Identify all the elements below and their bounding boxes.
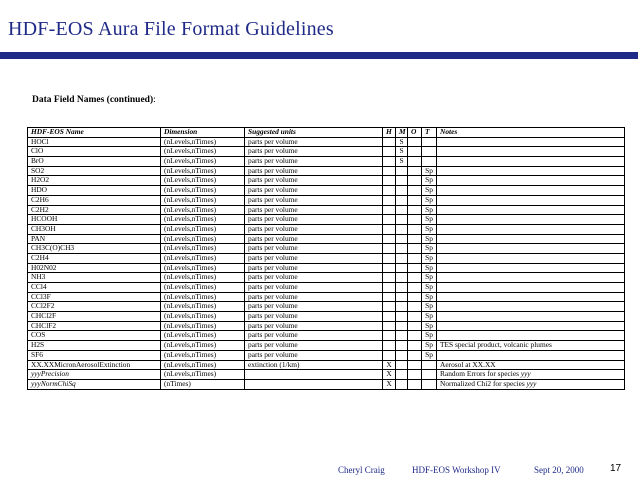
cell-o: [408, 273, 422, 283]
cell-h: [383, 166, 396, 176]
cell-units: [245, 370, 383, 380]
cell-notes: [437, 331, 625, 341]
cell-notes: [437, 195, 625, 205]
cell-o: [408, 379, 422, 389]
cell-units: parts per volume: [245, 215, 383, 225]
table-row: [28, 331, 625, 341]
footer-author: Cheryl Craig: [338, 465, 385, 475]
cell-dimension: (nLevels,nTimes): [161, 234, 245, 244]
species-placeholder: yyy: [526, 379, 537, 388]
table-row: [28, 137, 625, 147]
cell-m: [396, 176, 408, 186]
cell-name: CH3OH: [28, 224, 161, 234]
cell-dimension: (nLevels,nTimes): [161, 312, 245, 322]
cell-h: X: [383, 379, 396, 389]
cell-h: [383, 312, 396, 322]
cell-o: [408, 166, 422, 176]
cell-h: [383, 157, 396, 167]
cell-name: C2H2: [28, 205, 161, 215]
cell-name: PAN: [28, 234, 161, 244]
table-body: [28, 137, 625, 389]
cell-o: [408, 302, 422, 312]
cell-t: Sp: [422, 195, 437, 205]
cell-dimension: (nLevels,nTimes): [161, 137, 245, 147]
cell-o: [408, 147, 422, 157]
cell-m: [396, 360, 408, 370]
cell-notes: [437, 215, 625, 225]
table-row: [28, 321, 625, 331]
cell-h: [383, 137, 396, 147]
cell-t: Sp: [422, 176, 437, 186]
cell-o: [408, 283, 422, 293]
cell-o: [408, 263, 422, 273]
cell-h: [383, 321, 396, 331]
cell-dimension: (nLevels,nTimes): [161, 321, 245, 331]
page-title: HDF-EOS Aura File Format Guidelines: [8, 18, 334, 40]
cell-dimension: (nTimes): [161, 379, 245, 389]
cell-h: [383, 224, 396, 234]
cell-name: C2H4: [28, 253, 161, 263]
cell-m: S: [396, 137, 408, 147]
cell-h: [383, 195, 396, 205]
cell-t: [422, 137, 437, 147]
table-row: [28, 370, 625, 380]
cell-name: CHCl2F: [28, 312, 161, 322]
cell-name: XX.XXMicronAerosolExtinction: [28, 360, 161, 370]
cell-h: [383, 234, 396, 244]
cell-dimension: (nLevels,nTimes): [161, 205, 245, 215]
cell-notes: [437, 292, 625, 302]
cell-t: Sp: [422, 283, 437, 293]
cell-m: [396, 273, 408, 283]
cell-units: parts per volume: [245, 186, 383, 196]
cell-t: Sp: [422, 215, 437, 225]
cell-name: H02N02: [28, 263, 161, 273]
cell-notes: [437, 147, 625, 157]
cell-notes: [437, 302, 625, 312]
cell-h: [383, 147, 396, 157]
cell-name: H2O2: [28, 176, 161, 186]
header-units: Suggested units: [245, 128, 383, 138]
page-number: 17: [610, 463, 622, 474]
cell-units: parts per volume: [245, 234, 383, 244]
cell-name: C2H6: [28, 195, 161, 205]
table-row: [28, 350, 625, 360]
cell-m: [396, 205, 408, 215]
cell-dimension: (nLevels,nTimes): [161, 157, 245, 167]
species-placeholder: yyy: [520, 369, 531, 379]
cell-m: [396, 321, 408, 331]
cell-h: [383, 331, 396, 341]
cell-t: Sp: [422, 350, 437, 360]
header-m: M: [396, 128, 408, 138]
cell-units: [245, 379, 383, 389]
cell-name: CH3C(O)CH3: [28, 244, 161, 254]
table-row: [28, 263, 625, 273]
table-row: [28, 176, 625, 186]
cell-h: [383, 273, 396, 283]
cell-h: [383, 263, 396, 273]
cell-m: [396, 195, 408, 205]
cell-dimension: (nLevels,nTimes): [161, 186, 245, 196]
footer-event: HDF-EOS Workshop IV: [412, 465, 501, 475]
cell-t: [422, 379, 437, 389]
cell-o: [408, 176, 422, 186]
cell-name: HCOOH: [28, 215, 161, 225]
cell-t: Sp: [422, 205, 437, 215]
cell-name: SO2: [28, 166, 161, 176]
cell-dimension: (nLevels,nTimes): [161, 302, 245, 312]
footer-date: Sept 20, 2000: [534, 465, 584, 475]
cell-t: Sp: [422, 312, 437, 322]
cell-o: [408, 360, 422, 370]
cell-units: parts per volume: [245, 244, 383, 254]
cell-units: parts per volume: [245, 331, 383, 341]
cell-dimension: (nLevels,nTimes): [161, 331, 245, 341]
cell-o: [408, 244, 422, 254]
cell-h: [383, 215, 396, 225]
cell-h: X: [383, 360, 396, 370]
cell-notes: Random Errors for species yyy: [437, 370, 625, 380]
cell-m: [396, 234, 408, 244]
table-row: [28, 341, 625, 351]
table-row: [28, 234, 625, 244]
cell-t: Sp: [422, 224, 437, 234]
cell-o: [408, 186, 422, 196]
title-divider: [0, 52, 638, 59]
cell-t: Sp: [422, 321, 437, 331]
cell-t: [422, 157, 437, 167]
cell-o: [408, 350, 422, 360]
cell-o: [408, 292, 422, 302]
table-row: [28, 215, 625, 225]
table-row: [28, 195, 625, 205]
cell-m: [396, 224, 408, 234]
cell-notes: [437, 273, 625, 283]
cell-o: [408, 157, 422, 167]
subtitle-colon: :: [153, 95, 156, 105]
cell-units: parts per volume: [245, 312, 383, 322]
cell-m: [396, 244, 408, 254]
cell-h: [383, 292, 396, 302]
header-dimension: Dimension: [161, 128, 245, 138]
cell-h: [383, 253, 396, 263]
cell-o: [408, 331, 422, 341]
header-notes: Notes: [437, 128, 625, 138]
table-row: [28, 244, 625, 254]
cell-name: yyyPrecision: [28, 370, 161, 380]
cell-units: parts per volume: [245, 176, 383, 186]
cell-notes: [437, 166, 625, 176]
cell-name: yyyNormChiSq: [28, 379, 161, 389]
table-row: [28, 379, 625, 389]
cell-notes: [437, 350, 625, 360]
table-row: [28, 147, 625, 157]
cell-units: parts per volume: [245, 137, 383, 147]
cell-name: COS: [28, 331, 161, 341]
cell-units: parts per volume: [245, 263, 383, 273]
cell-dimension: (nLevels,nTimes): [161, 283, 245, 293]
cell-units: parts per volume: [245, 321, 383, 331]
cell-notes: [437, 224, 625, 234]
table-row: [28, 273, 625, 283]
cell-units: parts per volume: [245, 166, 383, 176]
cell-m: [396, 283, 408, 293]
cell-t: [422, 147, 437, 157]
cell-m: [396, 350, 408, 360]
cell-t: Sp: [422, 234, 437, 244]
cell-m: [396, 331, 408, 341]
header-h: H: [383, 128, 396, 138]
cell-h: [383, 176, 396, 186]
cell-dimension: (nLevels,nTimes): [161, 360, 245, 370]
cell-o: [408, 215, 422, 225]
cell-notes: TES special product, volcanic plumes: [437, 341, 625, 351]
cell-name: CCl4: [28, 283, 161, 293]
cell-notes: Aerosol at XX.XX: [437, 360, 625, 370]
cell-t: Sp: [422, 253, 437, 263]
header-t: T: [422, 128, 437, 138]
table-row: [28, 302, 625, 312]
cell-t: [422, 370, 437, 380]
table-header-row: [28, 128, 625, 138]
cell-dimension: (nLevels,nTimes): [161, 350, 245, 360]
cell-units: parts per volume: [245, 283, 383, 293]
cell-o: [408, 370, 422, 380]
table-row: [28, 205, 625, 215]
cell-name: HDO: [28, 186, 161, 196]
table-row: [28, 292, 625, 302]
cell-name: CCl3F: [28, 292, 161, 302]
table-row: [28, 186, 625, 196]
cell-h: [383, 283, 396, 293]
cell-name: NH3: [28, 273, 161, 283]
header-o: O: [408, 128, 422, 138]
cell-o: [408, 195, 422, 205]
cell-o: [408, 137, 422, 147]
cell-dimension: (nLevels,nTimes): [161, 147, 245, 157]
cell-o: [408, 253, 422, 263]
section-subtitle: [32, 95, 156, 105]
cell-t: Sp: [422, 302, 437, 312]
cell-o: [408, 205, 422, 215]
cell-dimension: (nLevels,nTimes): [161, 292, 245, 302]
cell-dimension: (nLevels,nTimes): [161, 253, 245, 263]
cell-units: extinction (1/km): [245, 360, 383, 370]
cell-m: [396, 263, 408, 273]
cell-m: [396, 215, 408, 225]
table-row: [28, 157, 625, 167]
cell-dimension: (nLevels,nTimes): [161, 224, 245, 234]
cell-units: parts per volume: [245, 350, 383, 360]
cell-dimension: (nLevels,nTimes): [161, 370, 245, 380]
table-row: [28, 224, 625, 234]
cell-m: [396, 292, 408, 302]
table-row: [28, 253, 625, 263]
cell-o: [408, 234, 422, 244]
table-row: [28, 312, 625, 322]
cell-name: H2S: [28, 341, 161, 351]
cell-notes: Normalized Chi2 for species yyy: [437, 379, 625, 389]
cell-units: parts per volume: [245, 341, 383, 351]
cell-t: Sp: [422, 263, 437, 273]
cell-h: [383, 350, 396, 360]
cell-notes: [437, 283, 625, 293]
cell-notes: [437, 244, 625, 254]
cell-units: parts per volume: [245, 224, 383, 234]
cell-o: [408, 312, 422, 322]
cell-notes: [437, 234, 625, 244]
table-row: [28, 283, 625, 293]
cell-notes: [437, 157, 625, 167]
cell-notes: [437, 312, 625, 322]
header-name: HDF-EOS Name: [28, 128, 161, 138]
cell-name: BrO: [28, 157, 161, 167]
cell-h: [383, 205, 396, 215]
cell-m: [396, 370, 408, 380]
cell-notes: [437, 253, 625, 263]
cell-units: parts per volume: [245, 147, 383, 157]
cell-h: [383, 186, 396, 196]
cell-m: [396, 302, 408, 312]
cell-units: parts per volume: [245, 205, 383, 215]
cell-name: HOCl: [28, 137, 161, 147]
cell-t: Sp: [422, 166, 437, 176]
cell-m: [396, 341, 408, 351]
cell-dimension: (nLevels,nTimes): [161, 244, 245, 254]
cell-dimension: (nLevels,nTimes): [161, 341, 245, 351]
data-field-names-table: [27, 127, 625, 390]
cell-units: parts per volume: [245, 273, 383, 283]
cell-t: Sp: [422, 341, 437, 351]
cell-t: [422, 360, 437, 370]
cell-m: [396, 166, 408, 176]
cell-units: parts per volume: [245, 292, 383, 302]
cell-notes: [437, 205, 625, 215]
cell-t: Sp: [422, 292, 437, 302]
cell-h: X: [383, 370, 396, 380]
cell-t: Sp: [422, 186, 437, 196]
subtitle-text: Data Field Names (continued): [32, 95, 154, 105]
cell-notes: [437, 137, 625, 147]
cell-dimension: (nLevels,nTimes): [161, 176, 245, 186]
cell-h: [383, 302, 396, 312]
cell-m: [396, 186, 408, 196]
cell-units: parts per volume: [245, 157, 383, 167]
cell-t: Sp: [422, 331, 437, 341]
cell-t: Sp: [422, 244, 437, 254]
cell-notes: [437, 321, 625, 331]
cell-notes: [437, 176, 625, 186]
cell-m: [396, 253, 408, 263]
cell-notes: [437, 186, 625, 196]
table-row: [28, 360, 625, 370]
cell-units: parts per volume: [245, 253, 383, 263]
cell-o: [408, 224, 422, 234]
cell-t: Sp: [422, 273, 437, 283]
cell-name: CHClF2: [28, 321, 161, 331]
cell-m: S: [396, 147, 408, 157]
cell-dimension: (nLevels,nTimes): [161, 215, 245, 225]
cell-dimension: (nLevels,nTimes): [161, 263, 245, 273]
cell-notes: [437, 263, 625, 273]
cell-dimension: (nLevels,nTimes): [161, 273, 245, 283]
cell-name: CCl2F2: [28, 302, 161, 312]
cell-h: [383, 341, 396, 351]
cell-dimension: (nLevels,nTimes): [161, 195, 245, 205]
cell-units: parts per volume: [245, 302, 383, 312]
cell-h: [383, 244, 396, 254]
cell-m: [396, 312, 408, 322]
cell-name: SF6: [28, 350, 161, 360]
table-row: [28, 166, 625, 176]
cell-name: ClO: [28, 147, 161, 157]
cell-dimension: (nLevels,nTimes): [161, 166, 245, 176]
cell-o: [408, 341, 422, 351]
cell-units: parts per volume: [245, 195, 383, 205]
cell-o: [408, 321, 422, 331]
cell-m: [396, 379, 408, 389]
cell-m: S: [396, 157, 408, 167]
